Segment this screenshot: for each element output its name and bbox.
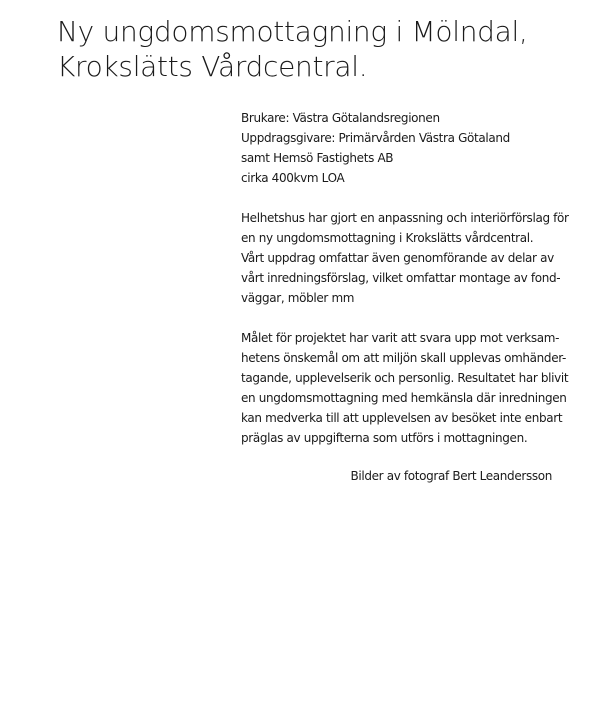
spacer: [241, 308, 561, 328]
spacer: [241, 188, 561, 208]
paragraph-line: vårt inredningsförslag, vilket omfattar montage av fond-: [241, 271, 561, 285]
project-info: [241, 108, 561, 188]
page-title-line-2: Krokslätts Vårdcentral.: [57, 50, 368, 83]
photo-credit: Bilder av fotograf Bert Leandersson: [350, 469, 552, 483]
info-commissioner: Uppdragsgivare: Primärvården Västra Götaland: [241, 131, 510, 145]
info-area: cirka 400kvm LOA: [241, 171, 345, 185]
paragraph-line: tagande, upplevelserik och personlig. Resultatet har blivit: [241, 371, 569, 385]
page-title-line-1: Ny ungdomsmottagning i Mölndal,: [57, 15, 528, 48]
paragraph-line: en ny ungdomsmottagning i Krokslätts vårdcentral.: [241, 231, 534, 245]
paragraph-line: Vårt uppdrag omfattar även genomförande av delar av: [241, 251, 554, 265]
paragraph-line: präglas av uppgifterna som utförs i mottagningen.: [241, 431, 528, 445]
paragraph-line: en ungdomsmottagning med hemkänsla där inredningen: [241, 391, 567, 405]
paragraph-line: kan medverka till att upplevelsen av besöket inte enbart: [241, 411, 563, 425]
paragraph-line: hetens önskemål om att miljön skall upplevas omhänder-: [241, 351, 567, 365]
paragraph-line: Helhetshus har gjort en anpassning och interiörförslag för: [241, 211, 569, 225]
info-commissioner-cont: samt Hemsö Fastighets AB: [241, 151, 394, 165]
paragraph-line: väggar, möbler mm: [241, 291, 355, 305]
paragraph-assignment: [241, 208, 569, 308]
page-title: [57, 14, 528, 84]
paragraph-line: Målet för projektet har varit att svara upp mot verksam-: [241, 331, 560, 345]
body-column: [241, 108, 569, 448]
paragraph-goal: [241, 328, 569, 448]
info-client: Brukare: Västra Götalandsregionen: [241, 111, 440, 125]
